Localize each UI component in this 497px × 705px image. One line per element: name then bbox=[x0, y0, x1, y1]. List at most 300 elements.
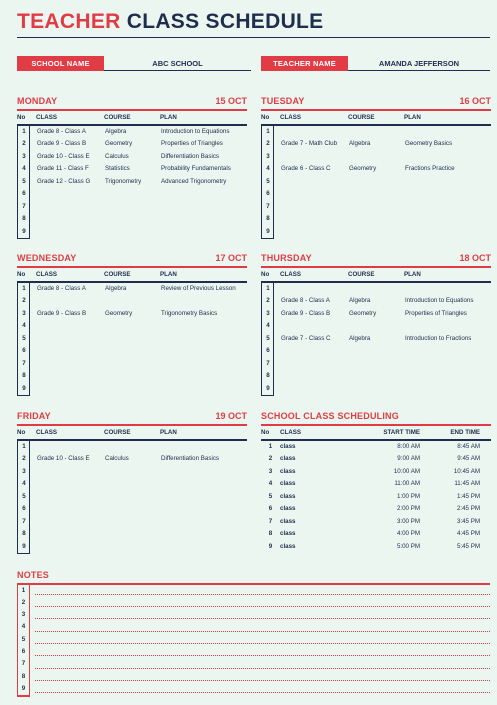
cell-end-time[interactable]: 8:45 AM bbox=[457, 442, 480, 450]
row-number: 9 bbox=[22, 384, 26, 392]
note-dotted-line[interactable] bbox=[35, 673, 490, 681]
cell-plan[interactable] bbox=[161, 201, 248, 214]
table-row[interactable] bbox=[262, 308, 492, 321]
cell-course[interactable]: Trigonometry bbox=[105, 177, 142, 185]
table-row[interactable] bbox=[18, 503, 248, 516]
row-number: 3 bbox=[22, 467, 26, 475]
note-line[interactable] bbox=[17, 683, 490, 695]
school-class-scheduling bbox=[261, 409, 491, 553]
row-number: 3 bbox=[22, 309, 26, 317]
row-number: 4 bbox=[266, 322, 270, 329]
cell-class[interactable] bbox=[281, 320, 349, 333]
day-header bbox=[261, 251, 491, 263]
cell-class[interactable] bbox=[37, 441, 105, 454]
cell-plan[interactable] bbox=[161, 441, 248, 454]
table-row[interactable] bbox=[18, 151, 248, 164]
cell-course[interactable] bbox=[105, 466, 161, 479]
cell-plan[interactable]: Introduction to Fractions bbox=[405, 334, 472, 342]
cell-class[interactable] bbox=[281, 345, 349, 358]
cell-course[interactable]: Geometry bbox=[349, 165, 377, 172]
table-row[interactable] bbox=[262, 345, 492, 358]
table-row[interactable] bbox=[18, 126, 248, 139]
scheduling-header bbox=[261, 409, 491, 421]
cell-start-time[interactable]: 1:00 PM bbox=[396, 492, 420, 500]
cell-course[interactable] bbox=[105, 320, 161, 333]
cell-class[interactable] bbox=[37, 478, 105, 491]
scheduling-column-headers bbox=[261, 426, 491, 439]
cell-course[interactable]: Geometry bbox=[105, 140, 133, 147]
cell-class[interactable] bbox=[37, 295, 105, 308]
cell-class[interactable] bbox=[37, 345, 105, 358]
cell-course[interactable] bbox=[105, 213, 161, 226]
cell-course[interactable]: Algebra bbox=[349, 334, 371, 342]
column-headers bbox=[261, 111, 491, 124]
day-date: 17 OCT bbox=[215, 253, 247, 263]
cell-end-time[interactable]: 1:45 PM bbox=[456, 492, 480, 500]
cell-course[interactable] bbox=[349, 320, 405, 333]
notes-section bbox=[17, 568, 490, 697]
cell-plan[interactable] bbox=[405, 126, 492, 139]
row-number: 7 bbox=[268, 517, 273, 525]
cell-plan[interactable] bbox=[161, 333, 248, 346]
table-row[interactable] bbox=[262, 383, 492, 396]
cell-class[interactable]: class bbox=[280, 517, 296, 525]
cell-class[interactable] bbox=[281, 213, 349, 226]
cell-course[interactable] bbox=[105, 541, 161, 554]
cell-class[interactable]: class bbox=[280, 542, 296, 550]
schedule-row[interactable] bbox=[261, 441, 491, 454]
col-plan: PLAN bbox=[404, 113, 421, 121]
row-number: 2 bbox=[22, 297, 26, 304]
cell-course[interactable] bbox=[105, 383, 161, 396]
cell-class[interactable] bbox=[37, 491, 105, 504]
cell-class[interactable]: Grade 7 - Math Club bbox=[281, 140, 338, 147]
cell-class[interactable] bbox=[281, 370, 349, 383]
cell-class[interactable]: Grade 11 - Class F bbox=[37, 165, 89, 172]
cell-class[interactable]: Grade 9 - Class B bbox=[37, 309, 87, 317]
cell-course[interactable] bbox=[349, 383, 405, 396]
cell-plan[interactable]: Introduction to Equations bbox=[405, 297, 474, 304]
row-number: 9 bbox=[266, 227, 270, 235]
cell-course[interactable] bbox=[105, 528, 161, 541]
table-row[interactable] bbox=[262, 201, 492, 214]
cell-plan[interactable] bbox=[161, 516, 248, 529]
cell-plan[interactable]: Differentiation Basics bbox=[161, 455, 220, 462]
cell-course[interactable] bbox=[105, 516, 161, 529]
cell-class[interactable] bbox=[281, 151, 349, 164]
cell-plan[interactable] bbox=[405, 188, 492, 201]
table-row[interactable] bbox=[18, 358, 248, 371]
row-number: 1 bbox=[22, 284, 26, 292]
cell-class[interactable] bbox=[37, 213, 105, 226]
note-number: 6 bbox=[17, 646, 30, 658]
cell-course[interactable] bbox=[105, 226, 161, 239]
cell-plan[interactable] bbox=[405, 226, 492, 239]
cell-course[interactable]: Algebra bbox=[105, 284, 127, 292]
cell-class[interactable] bbox=[37, 333, 105, 346]
note-line[interactable] bbox=[17, 621, 490, 633]
cell-plan[interactable] bbox=[161, 226, 248, 239]
cell-course[interactable] bbox=[349, 358, 405, 371]
table-row[interactable] bbox=[18, 541, 248, 554]
cell-course[interactable] bbox=[349, 370, 405, 383]
cell-class[interactable] bbox=[281, 188, 349, 201]
cell-end-time[interactable]: 3:45 PM bbox=[456, 517, 480, 525]
notes-bottom-rule bbox=[17, 695, 30, 697]
cell-course[interactable] bbox=[349, 345, 405, 358]
row-number: 8 bbox=[266, 372, 270, 379]
cell-class[interactable] bbox=[37, 528, 105, 541]
row-number-column bbox=[261, 126, 455, 240]
row-number: 1 bbox=[22, 127, 26, 135]
table-row[interactable] bbox=[262, 320, 492, 333]
col-course: COURSE bbox=[104, 113, 131, 121]
table-row[interactable] bbox=[18, 163, 248, 176]
schedule-row[interactable] bbox=[261, 466, 491, 479]
cell-class[interactable]: class bbox=[280, 455, 296, 462]
cell-plan[interactable]: Properties of Triangles bbox=[161, 140, 223, 147]
row-number: 8 bbox=[22, 215, 26, 222]
row-number: 5 bbox=[22, 492, 26, 500]
cell-plan[interactable] bbox=[161, 383, 248, 396]
cell-course[interactable] bbox=[349, 151, 405, 164]
row-number-column bbox=[261, 283, 474, 397]
cell-course[interactable] bbox=[105, 345, 161, 358]
cell-start-time[interactable]: 8:00 AM bbox=[397, 442, 420, 450]
note-number: 7 bbox=[17, 658, 30, 670]
cell-class[interactable] bbox=[37, 226, 105, 239]
table-row[interactable] bbox=[18, 320, 248, 333]
note-dotted-line[interactable] bbox=[35, 611, 490, 619]
cell-start-time[interactable]: 3:00 PM bbox=[396, 517, 420, 525]
cell-class[interactable]: Grade 8 - Class A bbox=[281, 297, 330, 304]
table-row[interactable] bbox=[262, 333, 492, 346]
cell-plan[interactable] bbox=[405, 151, 492, 164]
table-row[interactable] bbox=[18, 383, 248, 396]
cell-start-time[interactable]: 11:00 AM bbox=[394, 480, 420, 487]
cell-course[interactable]: Geometry bbox=[349, 309, 377, 317]
cell-start-time[interactable]: 9:00 AM bbox=[397, 455, 420, 462]
note-dotted-line[interactable] bbox=[35, 648, 490, 656]
col-no: No bbox=[17, 428, 26, 436]
cell-plan[interactable] bbox=[405, 201, 492, 214]
cell-class[interactable]: class bbox=[280, 505, 296, 512]
cell-plan[interactable] bbox=[161, 295, 248, 308]
table-row[interactable] bbox=[262, 188, 492, 201]
cell-plan[interactable] bbox=[161, 528, 248, 541]
cell-end-time[interactable]: 4:45 PM bbox=[456, 530, 480, 537]
cell-course[interactable] bbox=[105, 295, 161, 308]
cell-class[interactable] bbox=[281, 383, 349, 396]
notes-lines bbox=[17, 585, 490, 696]
cell-plan[interactable] bbox=[161, 213, 248, 226]
cell-class[interactable] bbox=[37, 370, 105, 383]
row-number: 8 bbox=[22, 372, 26, 379]
cell-plan[interactable] bbox=[405, 213, 492, 226]
cell-class[interactable]: Grade 6 - Class C bbox=[281, 165, 331, 172]
schedule-row[interactable] bbox=[261, 516, 491, 529]
table-row[interactable] bbox=[18, 478, 248, 491]
column-headers bbox=[17, 426, 247, 439]
cell-class[interactable] bbox=[37, 320, 105, 333]
note-number: 9 bbox=[17, 683, 30, 695]
table-row[interactable] bbox=[18, 370, 248, 383]
cell-class[interactable] bbox=[281, 283, 349, 296]
note-dotted-line[interactable] bbox=[35, 599, 490, 607]
cell-plan[interactable] bbox=[161, 491, 248, 504]
cell-class[interactable]: Grade 8 - Class A bbox=[37, 127, 86, 135]
schedule-row[interactable] bbox=[261, 478, 491, 491]
row-number: 8 bbox=[268, 530, 273, 537]
table-row[interactable] bbox=[262, 226, 492, 239]
cell-class[interactable]: Grade 9 - Class B bbox=[37, 140, 87, 147]
cell-end-time[interactable]: 9:45 AM bbox=[457, 455, 480, 462]
cell-class[interactable]: Grade 9 - Class B bbox=[281, 309, 331, 317]
note-line[interactable] bbox=[17, 609, 490, 621]
cell-plan[interactable]: Geometry Basics bbox=[405, 140, 453, 147]
cell-course[interactable] bbox=[349, 188, 405, 201]
cell-class[interactable]: Grade 10 - Class E bbox=[37, 455, 90, 462]
cell-start-time[interactable]: 2:00 PM bbox=[396, 505, 420, 512]
col-plan: PLAN bbox=[160, 428, 177, 436]
cell-plan[interactable] bbox=[161, 370, 248, 383]
cell-class[interactable]: class bbox=[280, 492, 296, 500]
cell-course[interactable]: Geometry bbox=[105, 309, 133, 317]
col-no: No bbox=[17, 270, 26, 278]
table-row[interactable] bbox=[18, 213, 248, 226]
table-row[interactable] bbox=[18, 333, 248, 346]
cell-class[interactable] bbox=[37, 201, 105, 214]
school-name-label: SCHOOL NAME bbox=[17, 56, 104, 71]
note-line[interactable] bbox=[17, 671, 490, 683]
col-course: COURSE bbox=[348, 270, 375, 278]
col-class: CLASS bbox=[36, 270, 57, 278]
cell-course[interactable] bbox=[105, 333, 161, 346]
cell-course[interactable] bbox=[349, 201, 405, 214]
cell-course[interactable]: Algebra bbox=[349, 297, 371, 304]
note-dotted-line[interactable] bbox=[35, 661, 490, 669]
cell-class[interactable]: Grade 12 - Class G bbox=[37, 177, 91, 185]
cell-plan[interactable] bbox=[161, 188, 248, 201]
cell-plan[interactable]: Differentiation Basics bbox=[161, 152, 220, 160]
cell-plan[interactable]: Introduction to Equations bbox=[161, 127, 230, 135]
col-plan: PLAN bbox=[160, 270, 177, 278]
page-title-part2: CLASS SCHEDULE bbox=[126, 10, 324, 33]
table-row[interactable] bbox=[18, 176, 248, 189]
row-number-column bbox=[17, 283, 236, 397]
table-row[interactable] bbox=[262, 151, 492, 164]
row-number: 7 bbox=[266, 202, 270, 210]
row-number: 2 bbox=[266, 297, 270, 304]
cell-plan[interactable] bbox=[405, 345, 492, 358]
cell-plan[interactable]: Fractions Practice bbox=[405, 165, 455, 172]
cell-plan[interactable] bbox=[161, 320, 248, 333]
cell-class[interactable] bbox=[37, 466, 105, 479]
row-number: 8 bbox=[22, 530, 26, 537]
cell-plan[interactable]: Trigonometry Basics bbox=[161, 309, 218, 317]
day-header bbox=[17, 94, 247, 106]
table-row[interactable] bbox=[18, 345, 248, 358]
cell-class[interactable]: class bbox=[280, 442, 296, 450]
row-number: 1 bbox=[22, 442, 26, 450]
cell-start-time[interactable]: 5:00 PM bbox=[396, 542, 420, 550]
schedule-row[interactable] bbox=[261, 541, 491, 554]
cell-plan[interactable] bbox=[161, 358, 248, 371]
cell-course[interactable]: Statistics bbox=[105, 165, 130, 172]
table-row[interactable] bbox=[262, 138, 492, 151]
note-line[interactable] bbox=[17, 646, 490, 658]
cell-class[interactable] bbox=[37, 383, 105, 396]
cell-class[interactable] bbox=[281, 226, 349, 239]
note-number: 1 bbox=[17, 585, 30, 597]
note-dotted-line[interactable] bbox=[35, 685, 490, 693]
cell-end-time[interactable]: 10:45 AM bbox=[453, 467, 480, 475]
cell-course[interactable] bbox=[105, 441, 161, 454]
col-no: No bbox=[261, 428, 270, 436]
cell-plan[interactable] bbox=[405, 370, 492, 383]
cell-class[interactable]: Grade 8 - Class A bbox=[37, 284, 86, 292]
cell-course[interactable] bbox=[105, 491, 161, 504]
cell-class[interactable]: class bbox=[280, 480, 296, 487]
cell-class[interactable]: class bbox=[280, 467, 296, 475]
column-headers bbox=[17, 111, 247, 124]
cell-class[interactable] bbox=[37, 358, 105, 371]
row-number: 1 bbox=[266, 284, 270, 292]
col-no: No bbox=[17, 113, 26, 121]
table-row[interactable] bbox=[18, 466, 248, 479]
cell-course[interactable]: Algebra bbox=[349, 140, 371, 147]
school-info bbox=[17, 56, 251, 71]
row-number: 5 bbox=[268, 492, 273, 500]
note-line[interactable] bbox=[17, 634, 490, 646]
cell-course[interactable] bbox=[349, 226, 405, 239]
cell-end-time[interactable]: 11:45 AM bbox=[454, 480, 480, 487]
day-table-monday bbox=[17, 94, 247, 239]
note-number: 5 bbox=[17, 634, 30, 646]
cell-class[interactable] bbox=[281, 126, 349, 139]
cell-class[interactable]: Grade 7 - Class C bbox=[281, 334, 331, 342]
table-row[interactable] bbox=[262, 358, 492, 371]
cell-course[interactable] bbox=[349, 126, 405, 139]
school-name-value[interactable]: ABC SCHOOL bbox=[104, 56, 251, 71]
cell-course[interactable]: Algebra bbox=[105, 127, 127, 135]
cell-class[interactable] bbox=[281, 176, 349, 189]
cell-course[interactable] bbox=[105, 370, 161, 383]
table-row[interactable] bbox=[18, 226, 248, 239]
note-dotted-line[interactable] bbox=[35, 624, 490, 632]
note-line[interactable] bbox=[17, 658, 490, 670]
cell-plan[interactable]: Advanced Trigonometry bbox=[161, 177, 227, 185]
table-row[interactable] bbox=[18, 283, 248, 296]
table-row[interactable] bbox=[18, 491, 248, 504]
table-row[interactable] bbox=[18, 188, 248, 201]
row-number: 2 bbox=[268, 455, 273, 462]
row-number: 7 bbox=[22, 517, 26, 525]
teacher-name-value[interactable]: AMANDA JEFFERSON bbox=[348, 56, 490, 71]
table-row[interactable] bbox=[262, 213, 492, 226]
table-row[interactable] bbox=[18, 528, 248, 541]
cell-plan[interactable]: Review of Previous Lesson bbox=[161, 284, 236, 292]
cell-start-time[interactable]: 4:00 PM bbox=[396, 530, 420, 537]
note-dotted-line[interactable] bbox=[35, 636, 490, 644]
table-row[interactable] bbox=[262, 283, 492, 296]
cell-course[interactable] bbox=[105, 188, 161, 201]
row-number: 3 bbox=[268, 467, 273, 475]
cell-plan[interactable] bbox=[405, 320, 492, 333]
table-row[interactable] bbox=[18, 308, 248, 321]
cell-class[interactable] bbox=[37, 516, 105, 529]
table-row[interactable] bbox=[262, 295, 492, 308]
note-line[interactable] bbox=[17, 597, 490, 609]
page-title-part1: TEACHER bbox=[17, 10, 121, 33]
table-row[interactable] bbox=[18, 138, 248, 151]
day-date: 18 OCT bbox=[459, 253, 491, 263]
note-dotted-line[interactable] bbox=[35, 587, 490, 595]
row-number: 1 bbox=[266, 127, 270, 135]
cell-course[interactable] bbox=[349, 283, 405, 296]
cell-class[interactable] bbox=[37, 188, 105, 201]
cell-course[interactable]: Calculus bbox=[105, 152, 129, 160]
cell-class[interactable]: Grade 10 - Class E bbox=[37, 152, 90, 160]
schedule-row[interactable] bbox=[261, 503, 491, 516]
cell-course[interactable]: Calculus bbox=[105, 455, 129, 462]
cell-class[interactable] bbox=[37, 541, 105, 554]
cell-plan[interactable] bbox=[405, 283, 492, 296]
table-row[interactable] bbox=[262, 176, 492, 189]
cell-class[interactable] bbox=[281, 358, 349, 371]
cell-course[interactable] bbox=[349, 213, 405, 226]
cell-plan[interactable] bbox=[161, 345, 248, 358]
cell-plan[interactable] bbox=[161, 541, 248, 554]
table-row[interactable] bbox=[262, 163, 492, 176]
cell-end-time[interactable]: 5:45 PM bbox=[456, 542, 480, 550]
cell-course[interactable] bbox=[105, 201, 161, 214]
table-row[interactable] bbox=[18, 516, 248, 529]
cell-course[interactable] bbox=[105, 358, 161, 371]
row-number: 6 bbox=[22, 347, 26, 354]
cell-plan[interactable] bbox=[405, 383, 492, 396]
cell-course[interactable] bbox=[105, 478, 161, 491]
table-row[interactable] bbox=[18, 441, 248, 454]
schedule-row[interactable] bbox=[261, 528, 491, 541]
note-line[interactable] bbox=[17, 585, 490, 597]
table-row[interactable] bbox=[18, 201, 248, 214]
schedule-row[interactable] bbox=[261, 491, 491, 504]
cell-plan[interactable] bbox=[405, 176, 492, 189]
cell-class[interactable] bbox=[281, 201, 349, 214]
table-row[interactable] bbox=[18, 453, 248, 466]
schedule-row[interactable] bbox=[261, 453, 491, 466]
table-row[interactable] bbox=[18, 295, 248, 308]
cell-plan[interactable]: Probability Fundamentals bbox=[161, 165, 231, 172]
cell-start-time[interactable]: 10:00 AM bbox=[393, 467, 420, 475]
cell-course[interactable] bbox=[105, 503, 161, 516]
note-number: 2 bbox=[17, 597, 30, 609]
table-row[interactable] bbox=[262, 370, 492, 383]
cell-end-time[interactable]: 2:45 PM bbox=[456, 505, 480, 512]
cell-plan[interactable] bbox=[161, 503, 248, 516]
cell-plan[interactable] bbox=[405, 358, 492, 371]
cell-plan[interactable] bbox=[161, 478, 248, 491]
cell-class[interactable] bbox=[37, 503, 105, 516]
cell-plan[interactable] bbox=[161, 466, 248, 479]
table-row[interactable] bbox=[262, 126, 492, 139]
notes-title: NOTES bbox=[17, 570, 50, 580]
row-number: 6 bbox=[268, 505, 273, 512]
cell-class[interactable]: class bbox=[280, 530, 296, 537]
cell-plan[interactable]: Properties of Triangles bbox=[405, 309, 467, 317]
cell-course[interactable] bbox=[349, 176, 405, 189]
